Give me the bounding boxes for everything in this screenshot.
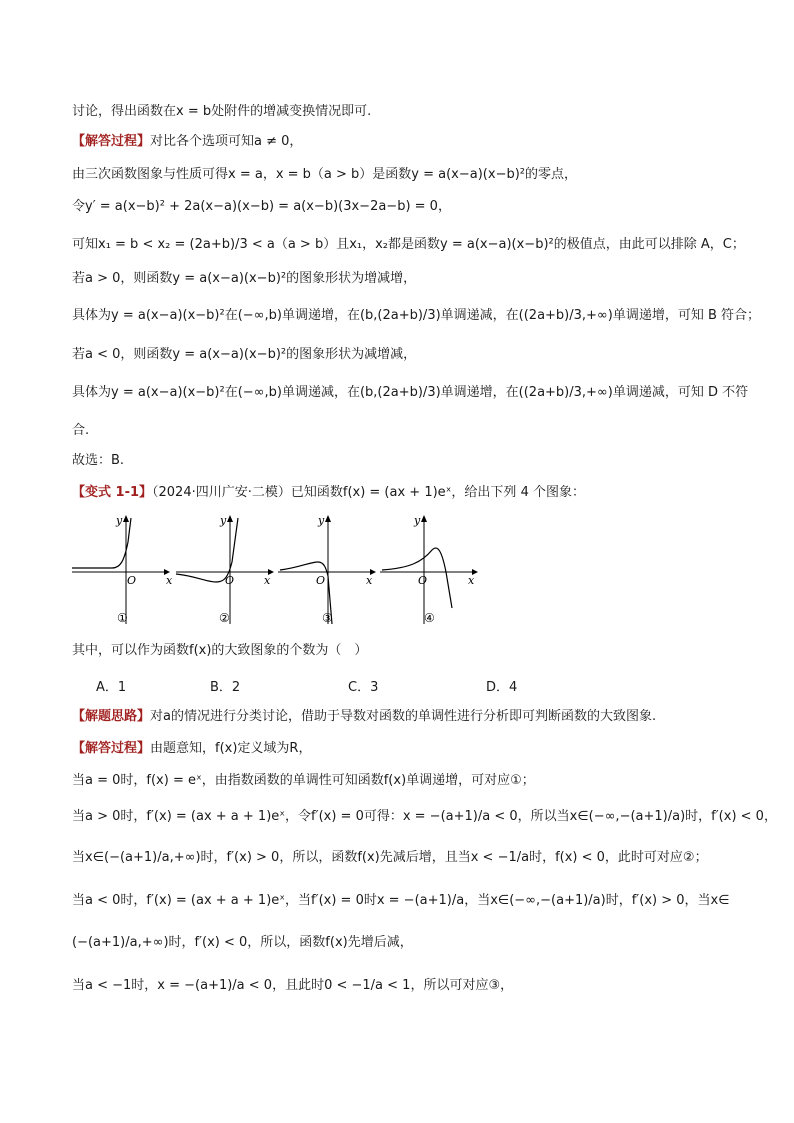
text-line-13: [72, 642, 367, 660]
graph-2: [176, 512, 276, 627]
graph-3-label: ③: [322, 611, 333, 625]
text-line-19: [72, 892, 730, 910]
line-15-text: 由题意知，f(x)定义域为R，: [150, 741, 312, 756]
text-line-15: [72, 740, 311, 758]
graph-1-origin: O: [127, 574, 137, 587]
graph-3: [278, 512, 378, 627]
line-2-text: 对比各个选项可知a ≠ 0，: [150, 134, 303, 149]
choice-a[interactable]: [96, 676, 126, 695]
line-19-text: 当a < 0时，f′(x) = (ax + a + 1)eˣ，当f′(x) = 0时x = −(a+1)/a，当x∈(−∞,−(a+1)/a)时，f′(x) > 0，当x∈: [72, 893, 730, 908]
text-line-5: [72, 236, 745, 254]
graph-2-label: ②: [219, 611, 230, 625]
line-16-text: 当a = 0时，f(x) = eˣ，由指数函数的单调性可知函数f(x)单调递增，可对应①；: [72, 773, 535, 788]
line-17-text: 当a > 0时，f′(x) = (ax + a + 1)eˣ，令f′(x) = 0可得：x = −(a+1)/a < 0，所以当x∈(−∞,−(a+1)/a)时，f′(x) < 0，: [72, 809, 777, 824]
solution-tag-2: 【解答过程】: [72, 741, 151, 756]
line-6-text: 若a > 0，则函数y = a(x−a)(x−b)²的图象形状为增减增，: [72, 271, 417, 286]
choice-b[interactable]: [210, 676, 240, 695]
graph-4-origin: O: [418, 574, 428, 587]
graph-3-origin: O: [316, 574, 326, 587]
text-line-17: [72, 808, 777, 826]
text-line-1: [72, 103, 371, 121]
line-9-text: 具体为y = a(x−a)(x−b)²在(−∞,b)单调递减，在(b,(2a+b)/3)单调递增，在((2a+b)/3,+∞)单调递减，可知 D 不符: [72, 385, 749, 400]
line-18-text: 当x∈(−(a+1)/a,+∞)时，f′(x) > 0，所以，函数f(x)先减后增，且当x < −1/a时，f(x) < 0，此时可对应②；: [72, 850, 708, 865]
line-10-text: 合.: [72, 423, 90, 438]
text-line-7: [72, 307, 760, 325]
line-4-text: 令y′ = a(x−b)² + 2a(x−a)(x−b) = a(x−b)(3x−2a−b) = 0，: [72, 199, 451, 214]
text-line-21: [72, 977, 513, 995]
line-1-text: 讨论，得出函数在x = b处附件的增减变换情况即可.: [72, 104, 372, 119]
graph-2-y-label: y: [220, 514, 227, 527]
choice-c[interactable]: [348, 676, 378, 695]
text-line-10: [72, 422, 89, 440]
text-line-8: [72, 346, 416, 364]
graph-3-x-label: x: [366, 574, 373, 587]
line-21-text: 当a < −1时，x = −(a+1)/a < 0，且此时0 < −1/a < 1，所以可对应③，: [72, 978, 514, 993]
graph-4-label: ④: [424, 611, 435, 625]
graph-1-y-label: y: [116, 514, 123, 527]
graph-1-label: ①: [117, 611, 128, 625]
choice-d-label: D．4: [486, 680, 518, 695]
graph-4: [380, 512, 480, 627]
graph-2-x-label: x: [264, 574, 271, 587]
line-3-text: 由三次函数图象与性质可得x = a，x = b（a > b）是函数y = a(x−a)(x−b)²的零点，: [72, 167, 578, 182]
thinking-tag: 【解题思路】: [72, 709, 151, 724]
text-line-12: [72, 484, 585, 502]
text-line-14: [72, 708, 656, 726]
text-line-20: [72, 934, 413, 952]
graph-1-x-label: x: [166, 574, 172, 587]
text-line-11: [72, 452, 124, 470]
text-line-4: [72, 198, 451, 216]
line-14-text: 对a的情况进行分类讨论，借助于导数对函数的单调性进行分析即可判断函数的大致图象.: [150, 709, 657, 724]
text-line-3: [72, 166, 577, 184]
line-20-text: (−(a+1)/a,+∞)时，f′(x) < 0，所以，函数f(x)先增后减，: [72, 935, 413, 950]
solution-tag: 【解答过程】: [72, 134, 151, 149]
graph-4-x-label: x: [468, 574, 475, 587]
line-12-text: （2024·四川广安·二模）已知函数f(x) = (ax + 1)eˣ，给出下列 4 个图象：: [152, 485, 585, 500]
line-5-text: 可知x₁ = b < x₂ = (2a+b)/3 < a（a > b）且x₁，x₂都是函数y = a(x−a)(x−b)²的极值点，由此可以排除 A，C；: [72, 237, 745, 252]
text-line-16: [72, 772, 535, 790]
variant-tag: 【变式 1-1】: [72, 485, 153, 500]
choice-d[interactable]: [486, 676, 517, 695]
text-line-18: [72, 849, 708, 867]
text-line-2: [72, 133, 302, 151]
graph-2-origin: O: [225, 574, 235, 587]
choice-a-label: A．1: [96, 680, 127, 695]
line-11-text: 故选：B.: [72, 453, 125, 468]
graph-4-y-label: y: [414, 514, 421, 527]
text-line-6: [72, 270, 416, 288]
graph-1: [72, 512, 172, 627]
line-7-text: 具体为y = a(x−a)(x−b)²在(−∞,b)单调递增，在(b,(2a+b)/3)单调递减，在((2a+b)/3,+∞)单调递增，可知 B 符合；: [72, 308, 761, 323]
choice-b-label: B．2: [210, 680, 241, 695]
choice-c-label: C．3: [348, 680, 379, 695]
text-line-9: [72, 384, 748, 402]
line-13-text: 其中，可以作为函数f(x)的大致图象的个数为（ ）: [72, 643, 368, 658]
line-8-text: 若a < 0，则函数y = a(x−a)(x−b)²的图象形状为减增减，: [72, 347, 417, 362]
graph-3-y-label: y: [318, 514, 325, 527]
